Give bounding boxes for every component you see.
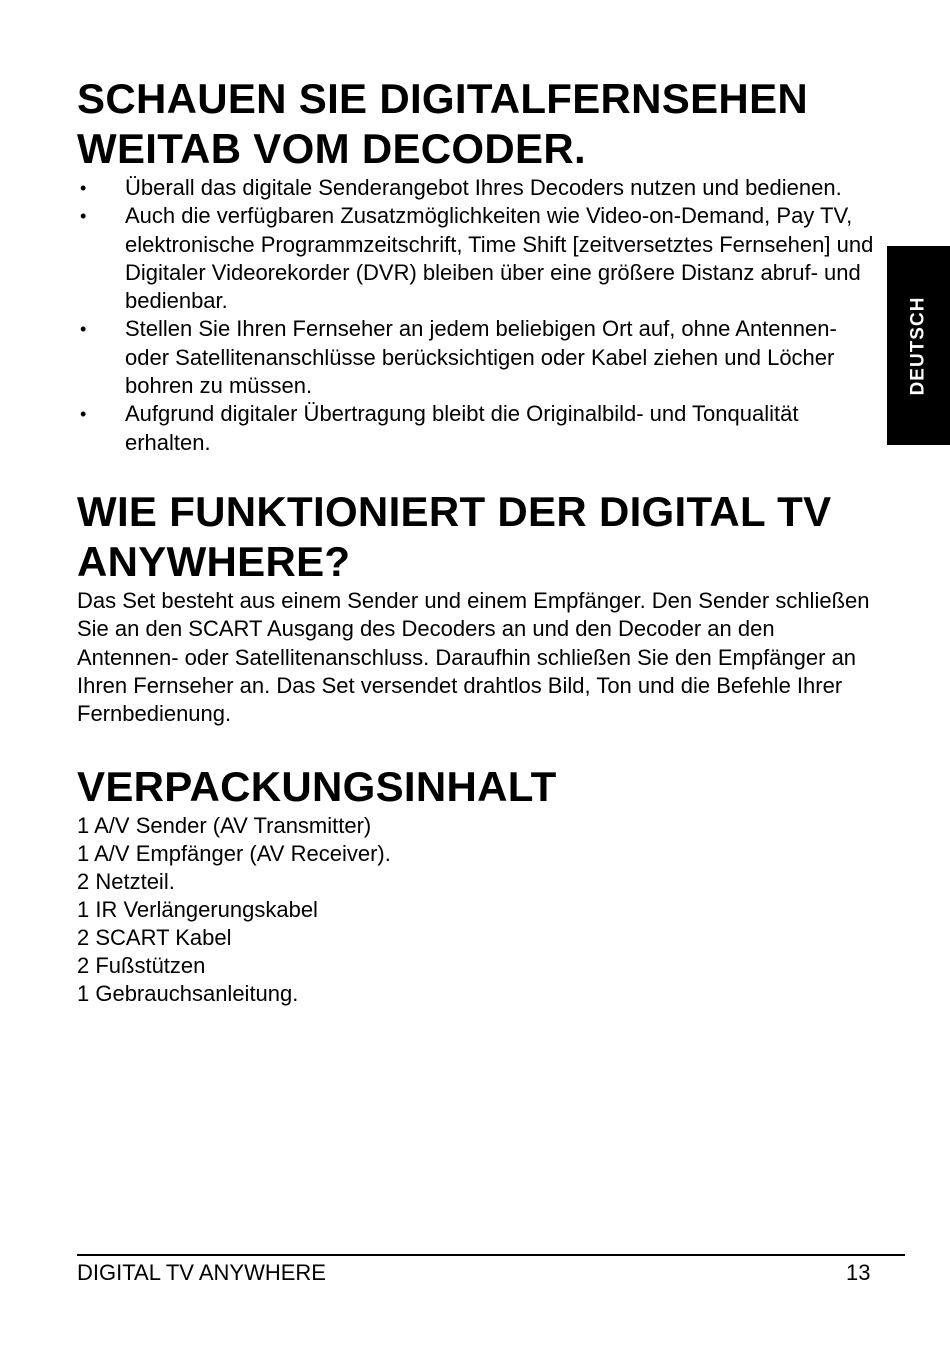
footer-divider bbox=[77, 1254, 905, 1256]
bullet-text: Überall das digitale Senderangebot Ihres Decoders nutzen und bedienen. bbox=[125, 175, 842, 200]
list-item: 1 Gebrauchsanleitung. bbox=[77, 981, 299, 1007]
bullet-icon: • bbox=[80, 404, 87, 425]
heading-line: WIE FUNKTIONIERT DER DIGITAL TV bbox=[77, 487, 832, 535]
list-item bbox=[77, 400, 877, 457]
list-item bbox=[77, 315, 877, 400]
language-tab-label: DEUTSCH bbox=[907, 296, 929, 395]
section-heading-overview bbox=[77, 74, 877, 174]
package-contents-list bbox=[77, 812, 877, 1008]
feature-bullet-list bbox=[77, 174, 877, 457]
list-item bbox=[77, 174, 877, 202]
page-number: 13 bbox=[846, 1260, 871, 1285]
bullet-icon: • bbox=[80, 178, 87, 198]
how-it-works-paragraph: Das Set besteht aus einem Sender und einem Empfänger. Den Sender schließen Sie an den SCART Ausgang des Decoders an und den Decoder an den Antennen- oder Satellitenanschluss. Daraufhin schließen Sie den Empfänger an Ihren Fernseher an. Das Set versendet drahtlos Bild, Ton und die Befehle Ihrer Fernbedienung. bbox=[77, 587, 870, 727]
list-item: 1 A/V Sender (AV Transmitter) bbox=[77, 813, 372, 839]
page-content bbox=[77, 74, 877, 1008]
bullet-text: Auch die verfügbaren Zusatzmöglichkeiten wie Video-on-Demand, Pay TV, elektronische Programmzeitschrift, Time Shift [zeitversetztes Fernsehen] und Digitaler Videorekorder (DVR) bleiben über eine größere Distanz abruf- und bedienbar. bbox=[125, 203, 874, 314]
list-item: 2 SCART Kabel bbox=[77, 925, 232, 951]
section-heading-how-it-works bbox=[77, 487, 877, 587]
heading-line: WEITAB VOM DECODER. bbox=[77, 125, 586, 172]
bullet-text: Aufgrund digitaler Übertragung bleibt die Originalbild- und Tonqualität erhalten. bbox=[125, 401, 799, 455]
list-item: 1 A/V Empfänger (AV Receiver). bbox=[77, 841, 391, 867]
list-item: 1 IR Verlängerungskabel bbox=[77, 897, 318, 923]
language-side-tab bbox=[887, 246, 950, 445]
bullet-icon: • bbox=[80, 206, 87, 227]
list-item: 2 Fußstützen bbox=[77, 953, 206, 979]
heading-line: SCHAUEN SIE DIGITALFERNSEHEN bbox=[77, 75, 809, 122]
list-item: 2 Netzteil. bbox=[77, 869, 175, 895]
bullet-icon: • bbox=[80, 319, 87, 340]
footer-title: DIGITAL TV ANYWHERE bbox=[77, 1260, 326, 1285]
section-heading-package-contents: VERPACKUNGSINHALT bbox=[77, 763, 557, 811]
heading-line: ANYWHERE? bbox=[77, 537, 351, 585]
bullet-text: Stellen Sie Ihren Fernseher an jedem beliebigen Ort auf, ohne Antennen- oder Satellitenanschlüsse berücksichtigen oder Kabel ziehen und Löcher bohren zu müssen. bbox=[125, 316, 837, 399]
list-item bbox=[77, 202, 877, 315]
